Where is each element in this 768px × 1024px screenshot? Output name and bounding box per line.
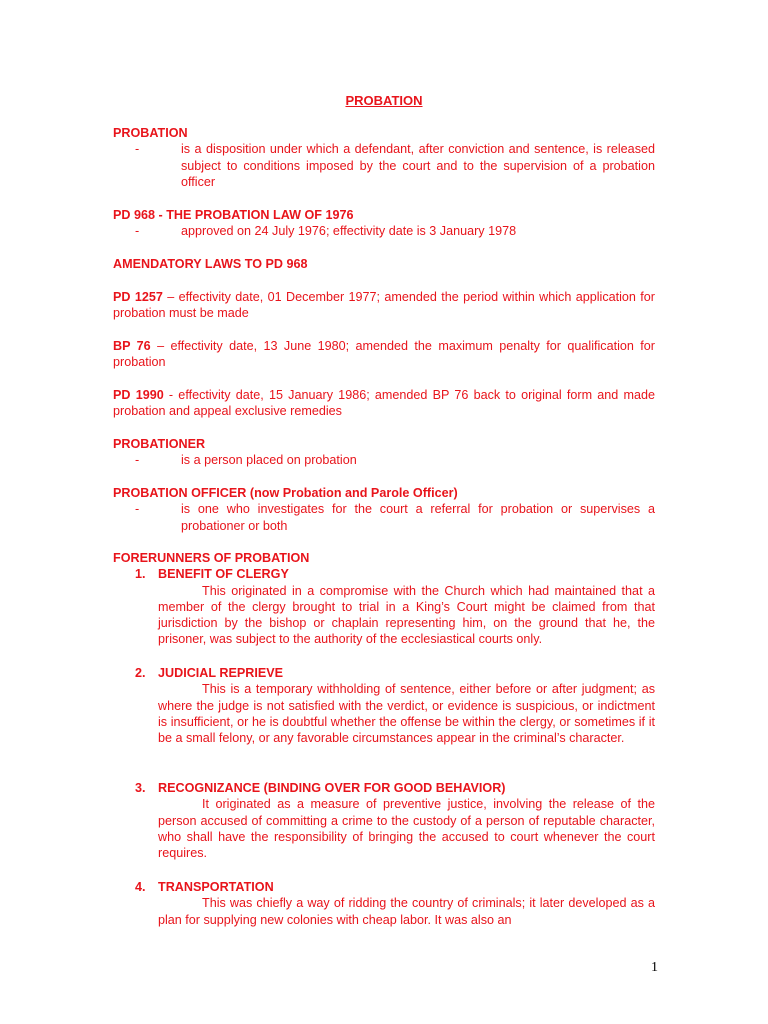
item-title: BENEFIT OF CLERGY [158,567,289,582]
section-heading: PROBATIONER [113,437,206,451]
page-number: 1 [651,960,658,975]
law-pd1990 [113,387,655,420]
item-body [113,583,655,648]
definition-text: is one who investigates for the court a referral for probation or supervises a probationer or both [181,502,655,533]
definition-text: approved on 24 July 1976; effectivity date is 3 January 1978 [181,224,517,239]
page-title: PROBATION [345,93,423,108]
dash-bullet: - [135,224,140,239]
dash-bullet: - [135,502,140,517]
numbered-heading [113,780,655,796]
forerunner-item-4 [113,879,655,928]
section-forerunners [113,550,655,648]
law-label: PD 1257 [113,290,163,304]
definition-text: is a person placed on probation [181,453,357,468]
item-number: 2. [135,666,146,680]
numbered-heading [113,879,655,895]
item-text: This originated in a compromise with the Church which had maintained that a member of the clergy brought to trial in a King’s Court might be claimed from that jurisdiction by the bishop or chaplain representing him, on the ground that he, the prisoner, was subject to the authority of the ecclesiastical courts only. [158,583,655,647]
section-heading: AMENDATORY LAWS TO PD 968 [113,257,308,271]
law-label: BP 76 [113,339,151,353]
section-heading: FORERUNNERS OF PROBATION [113,551,310,565]
item-number: 4. [135,880,146,894]
law-text: – effectivity date, 01 December 1977; amended the period within which application for probation must be made [113,290,655,321]
item-number: 1. [135,567,146,582]
definition-item [113,141,655,190]
item-text: This was chiefly a way of ridding the country of criminals; it later developed as a plan for supplying new colonies with cheap labor. It was also an [158,896,655,927]
definition-item [113,452,655,468]
law-pd1257 [113,289,655,322]
definition-text: is a disposition under which a defendant, after conviction and sentence, is released subject to conditions imposed by the court and to the supervision of a probation officer [181,142,655,189]
law-label: PD 1990 [113,388,164,402]
section-pd968 [113,207,655,240]
numbered-heading [113,665,655,681]
section-amendatory [113,256,655,272]
item-title: RECOGNIZANCE (BINDING OVER FOR GOOD BEHAVIOR) [158,781,506,795]
section-probationer [113,436,655,469]
item-body [113,681,655,746]
definition-item [113,501,655,534]
item-text: It originated as a measure of preventive justice, involving the release of the person accused of committing a crime to the custody of a person of reputable character, who shall have the responsibility of bringing the accused to court whenever the court requires. [158,797,655,861]
section-heading: PD 968 - THE PROBATION LAW OF 1976 [113,208,354,222]
item-body [113,895,655,928]
law-bp76 [113,338,655,371]
definition-item [113,223,655,239]
item-title: TRANSPORTATION [158,880,274,894]
law-text: - effectivity date, 15 January 1986; amended BP 76 back to original form and made probation and appeal exclusive remedies [113,388,655,419]
item-title: JUDICIAL REPRIEVE [158,666,284,680]
forerunner-item-2 [113,665,655,746]
item-body [113,796,655,861]
law-text: – effectivity date, 13 June 1980; amended the maximum penalty for qualification for probation [113,339,655,370]
item-number: 3. [135,781,146,795]
forerunner-item-3 [113,780,655,861]
dash-bullet: - [135,142,140,157]
item-text: This is a temporary withholding of sentence, either before or after judgment; as where the judge is not satisfied with the verdict, or evidence is suspicious, or indictment is insufficient, or he is doubtful whether the offense be within the clergy, or sometimes if it be a small felony, or any favorable circumstances appear in the criminal’s character. [158,682,655,746]
section-probation-officer [113,485,655,534]
section-probation [113,125,655,190]
numbered-heading [113,566,655,582]
section-heading: PROBATION OFFICER (now Probation and Parole Officer) [113,486,458,500]
dash-bullet: - [135,453,140,468]
section-heading: PROBATION [113,126,188,140]
